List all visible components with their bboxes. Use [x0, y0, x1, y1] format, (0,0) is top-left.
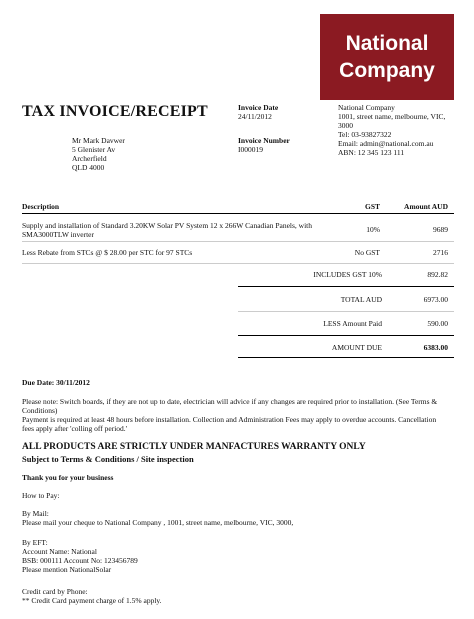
- company-info-line: National Company: [338, 103, 395, 112]
- total-value-due: 6383.00: [423, 343, 448, 352]
- company-info-line: 1001, street name, melbourne, VIC,: [338, 112, 446, 121]
- pay-by-mail: [22, 509, 454, 527]
- col-header-gst: GST: [364, 202, 380, 211]
- payment-notes: [22, 397, 454, 433]
- eft-line: Please mention NationalSolar: [22, 565, 112, 574]
- eft-label: By EFT:: [22, 538, 48, 547]
- bill-to-line: Archerfield: [72, 154, 107, 163]
- thank-you: Thank you for your business: [22, 473, 114, 482]
- invoice-date-block: [238, 103, 278, 121]
- total-label-due: AMOUNT DUE: [331, 343, 382, 352]
- company-logo: [320, 14, 454, 100]
- row-amount: 2716: [433, 248, 448, 257]
- pay-by-eft: [22, 538, 454, 574]
- card-note: ** Credit Card payment charge of 1.5% apply.: [22, 596, 162, 605]
- row-amount: 9689: [433, 225, 448, 234]
- col-header-description: Description: [22, 202, 60, 211]
- warranty-line-2: Subject to Terms & Conditions / Site inspection: [22, 454, 194, 464]
- eft-line: Account Name: National: [22, 547, 97, 556]
- warranty-line-1: ALL PRODUCTS ARE STRICTLY UNDER MANFACTURES WARRANTY ONLY: [22, 442, 366, 452]
- invoice-date-label: Invoice Date: [238, 103, 279, 112]
- note-line: Please note: Switch boards, if they are not up to date, electrician will advice if any changes are required prior to installation. (See Terms &: [22, 397, 438, 406]
- row-gst: No GST: [354, 248, 380, 257]
- company-info-line: ABN: 12 345 123 111: [338, 148, 405, 157]
- invoice-number-value: I000019: [238, 145, 263, 154]
- row-divider: [22, 263, 454, 264]
- total-value-gst: 892.82: [427, 270, 448, 279]
- invoice-date-value: 24/11/2012: [238, 112, 272, 121]
- table-header-rule: [22, 213, 454, 214]
- col-header-amount: Amount AUD: [404, 202, 448, 211]
- bill-to-address: [72, 136, 125, 172]
- page-title: TAX INVOICE/RECEIPT: [22, 103, 208, 120]
- company-info-line: Email: admin@national.com.au: [338, 139, 434, 148]
- row-divider: [22, 241, 454, 242]
- company-info: [338, 103, 463, 157]
- row-description: [22, 221, 342, 239]
- row-description-line: Supply and installation of Standard 3.20KW Solar PV System 12 x 266W Canadian Panels, with: [22, 221, 312, 230]
- invoice-number-block: [238, 136, 290, 154]
- total-value-aud: 6973.00: [423, 295, 448, 304]
- note-line: Payment is required at least 48 hours before installation. Collection and Administration Fees may apply to overdue accounts. Cancellation: [22, 415, 437, 424]
- mail-label: By Mail:: [22, 509, 49, 518]
- row-description-line: Less Rebate from STCs @ $ 28.00 per STC for 97 STCs: [22, 248, 193, 257]
- totals-rule: [238, 357, 454, 358]
- note-line: Conditions): [22, 406, 58, 415]
- card-label: Credit card by Phone:: [22, 587, 88, 596]
- logo-line-1: National: [345, 32, 429, 55]
- row-gst: 10%: [366, 225, 380, 234]
- bill-to-line: Mr Mark Davwer: [72, 136, 125, 145]
- total-label-gst: INCLUDES GST 10%: [313, 270, 382, 279]
- how-to-pay: How to Pay:: [22, 491, 60, 500]
- logo-line-2: Company: [339, 59, 435, 82]
- row-description-line: SMA3000TLW inverter: [22, 230, 95, 239]
- row-description: [22, 248, 342, 257]
- total-label-paid: LESS Amount Paid: [323, 319, 382, 328]
- eft-line: BSB: 000111 Account No: 123456789: [22, 556, 138, 565]
- totals-rule: [238, 335, 454, 336]
- due-date: Due Date: 30/11/2012: [22, 378, 90, 387]
- company-info-line: Tel: 03-93827322: [338, 130, 392, 139]
- invoice-number-label: Invoice Number: [238, 136, 290, 145]
- bill-to-line: QLD 4000: [72, 163, 105, 172]
- note-line: fees apply after 'colling off period.': [22, 424, 128, 433]
- total-label-aud: TOTAL AUD: [340, 295, 382, 304]
- totals-rule: [238, 311, 454, 312]
- mail-text: Please mail your cheque to National Company , 1001, street name, melbourne, VIC, 3000,: [22, 518, 294, 527]
- totals-rule: [238, 286, 454, 287]
- total-value-paid: 590.00: [427, 319, 448, 328]
- bill-to-line: 5 Glenister Av: [72, 145, 116, 154]
- pay-by-card: [22, 587, 454, 605]
- company-info-line: 3000: [338, 121, 353, 130]
